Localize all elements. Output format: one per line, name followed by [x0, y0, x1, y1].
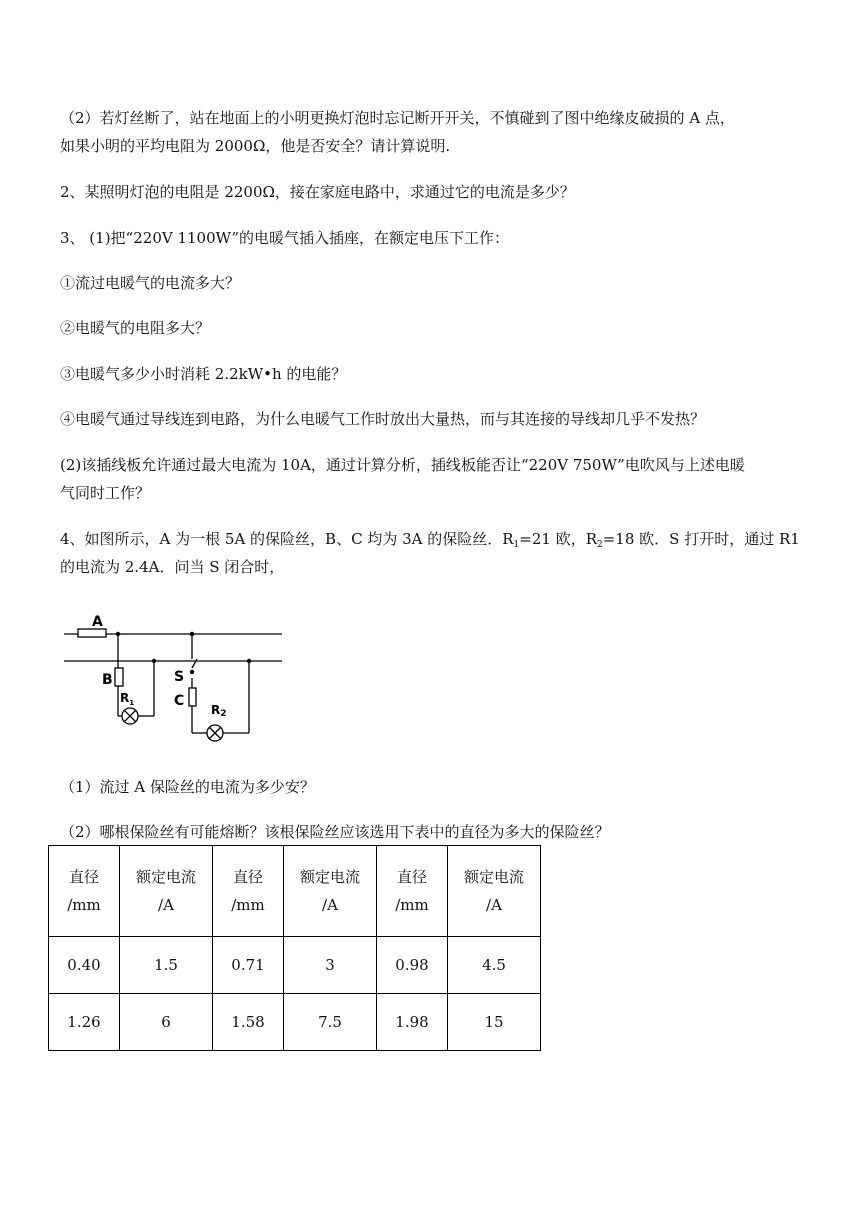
label-r2: R2: [211, 703, 227, 719]
table-cell: 0.71: [213, 937, 284, 994]
table-header-cell: 额定电流 /A: [284, 846, 377, 937]
question-3-item-4: ④电暖气通过导线连到电路，为什么电暖气工作时放出大量热，而与其连接的导线却几乎不发热？: [60, 410, 706, 428]
question-4-line1: 4、如图所示，A 为一根 5A 的保险丝，B、C 均为 3A 的保险丝．$R_1=21$ 欧，$R_2=18$ 欧．S 打开时，通过 R1: [60, 530, 800, 550]
table-header-cell: 直径 /mm: [213, 846, 284, 937]
table-cell: 4.5: [448, 937, 541, 994]
circuit-diagram: [64, 612, 289, 747]
label-fuse-b: B: [102, 672, 113, 688]
label-fuse-c: C: [174, 693, 185, 709]
table-header-row: [49, 846, 541, 937]
question-3-item-3: ③电暖气多少小时消耗 2.2kW•h 的电能？: [60, 365, 347, 383]
question-3-intro: 3、 (1)把“220V 1100W”的电暖气插入插座，在额定电压下工作：: [60, 229, 509, 247]
question-2: 2、某照明灯泡的电阻是 2200Ω，接在家庭电路中，求通过它的电流是多少？: [60, 183, 575, 201]
table-header-cell: 额定电流 /A: [120, 846, 213, 937]
table-cell: 3: [284, 937, 377, 994]
label-switch-s: S: [174, 669, 185, 685]
table-header-cell: 直径 /mm: [377, 846, 448, 937]
question-4-sub-2: （2）哪根保险丝有可能熔断？该根保险丝应该选用下表中的直径为多大的保险丝？: [60, 823, 610, 841]
table-cell: 7.5: [284, 994, 377, 1051]
table-cell: 1.26: [49, 994, 120, 1051]
table-cell: 1.98: [377, 994, 448, 1051]
table-header-cell: 额定电流 /A: [448, 846, 541, 937]
question-3-item-1: ①流过电暖气的电流多大？: [60, 274, 241, 292]
table-row: [49, 937, 541, 994]
question-4-line2: 的电流为 2.4A．问当 S 闭合时，: [60, 558, 285, 576]
question-3-item-2: ②电暖气的电阻多大？: [60, 319, 211, 337]
q1-part2-line1: （2）若灯丝断了，站在地面上的小明更换灯泡时忘记断开开关，不慎碰到了图中绝缘皮破损的 A 点，: [60, 109, 735, 127]
table-header-cell: 直径 /mm: [49, 846, 120, 937]
table-cell: 1.58: [213, 994, 284, 1051]
table-cell: 0.40: [49, 937, 120, 994]
table-cell: 15: [448, 994, 541, 1051]
q1-part2-line2: 如果小明的平均电阻为 2000Ω，他是否安全？请计算说明.: [60, 137, 451, 155]
table-cell: 1.5: [120, 937, 213, 994]
fuse-table: [48, 845, 541, 1051]
question-3-part2-line2: 气同时工作？: [60, 484, 151, 502]
label-fuse-a: A: [92, 614, 103, 630]
table-cell: 6: [120, 994, 213, 1051]
table-cell: 0.98: [377, 937, 448, 994]
table-row: [49, 994, 541, 1051]
question-3-part2-line1: (2)该插线板允许通过最大电流为 10A，通过计算分析，插线板能否让“220V 750W”电吹风与上述电暖: [60, 456, 745, 474]
label-r1: $R_1$: [120, 691, 135, 707]
question-4-sub-1: （1）流过 A 保险丝的电流为多少安？: [60, 778, 315, 796]
